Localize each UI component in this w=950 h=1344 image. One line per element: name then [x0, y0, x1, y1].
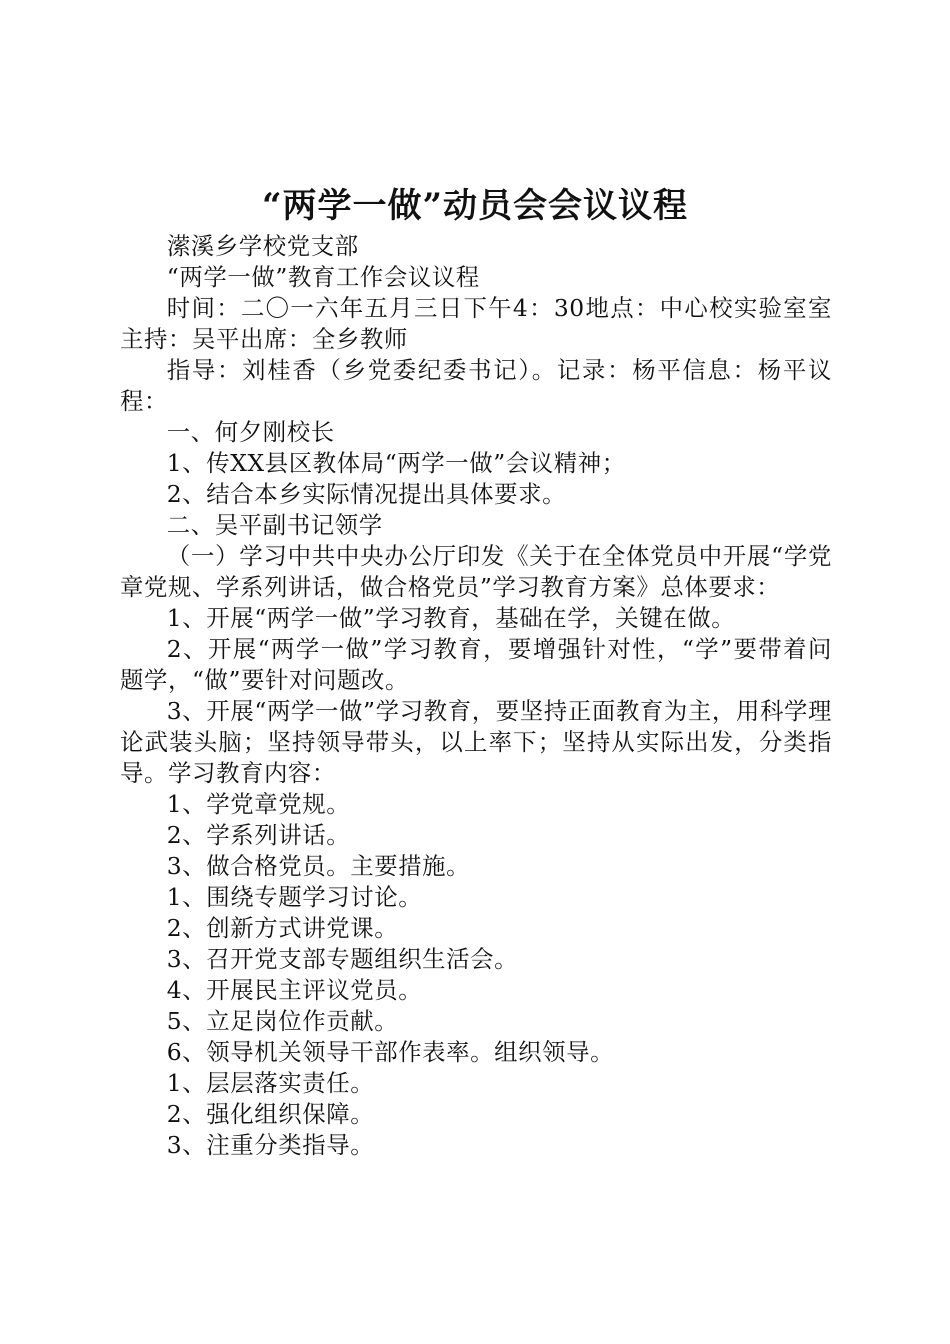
document-title: “两学一做”动员会会议议程 — [261, 186, 689, 226]
paragraph: 潆溪乡学校党支部 — [166, 232, 359, 260]
paragraph: 2、开展“两学一做”学习教育，要增强针对性，“学”要带着问题学，“做”要针对问题改。 — [120, 635, 832, 694]
paragraph: 2、学系列讲话。 — [166, 821, 351, 849]
paragraph: 5、立足岗位作贡献。 — [166, 1007, 399, 1035]
paragraph: 1、围绕专题学习讨论。 — [166, 883, 423, 911]
paragraph: 2、结合本乡实际情况提出具体要求。 — [166, 480, 567, 508]
paragraph: 2、创新方式讲党课。 — [166, 914, 399, 942]
paragraph: （一）学习中共中央办公厅印发《关于在全体党员中开展“学党章党规、学系列讲话，做合格党员”学习教育方案》总体要求： — [120, 542, 832, 601]
paragraph: 二、吴平副书记领学 — [166, 511, 383, 539]
paragraph: 1、开展“两学一做”学习教育，基础在学，关键在做。 — [166, 604, 736, 632]
paragraph: 3、做合格党员。主要措施。 — [166, 852, 471, 880]
paragraph: 指导：刘桂香（乡党委纪委书记）。记录：杨平信息：杨平议程： — [120, 356, 832, 415]
paragraph: “两学一做”教育工作会议议程 — [166, 263, 480, 291]
paragraph: 一、何夕刚校长 — [166, 418, 335, 446]
paragraph: 4、开展民主评议党员。 — [166, 976, 423, 1004]
paragraph: 1、学党章党规。 — [166, 790, 351, 818]
paragraph: 时间：二〇一六年五月三日下午4：30地点：中心校实验室室主持：吴平出席：全乡教师 — [120, 294, 832, 353]
paragraph: 1、层层落实责任。 — [166, 1069, 375, 1097]
paragraph: 3、注重分类指导。 — [166, 1131, 375, 1159]
document-body — [120, 231, 832, 1161]
paragraph: 3、召开党支部专题组织生活会。 — [166, 945, 519, 973]
paragraph: 6、领导机关领导干部作表率。组织领导。 — [166, 1038, 615, 1066]
paragraph: 2、强化组织保障。 — [166, 1100, 375, 1128]
paragraph: 1、传XX县区教体局“两学一做”会议精神； — [166, 449, 626, 477]
paragraph: 3、开展“两学一做”学习教育，要坚持正面教育为主，用科学理论武装头脑；坚持领导带头，以上率下；坚持从实际出发，分类指导。学习教育内容： — [120, 697, 832, 787]
